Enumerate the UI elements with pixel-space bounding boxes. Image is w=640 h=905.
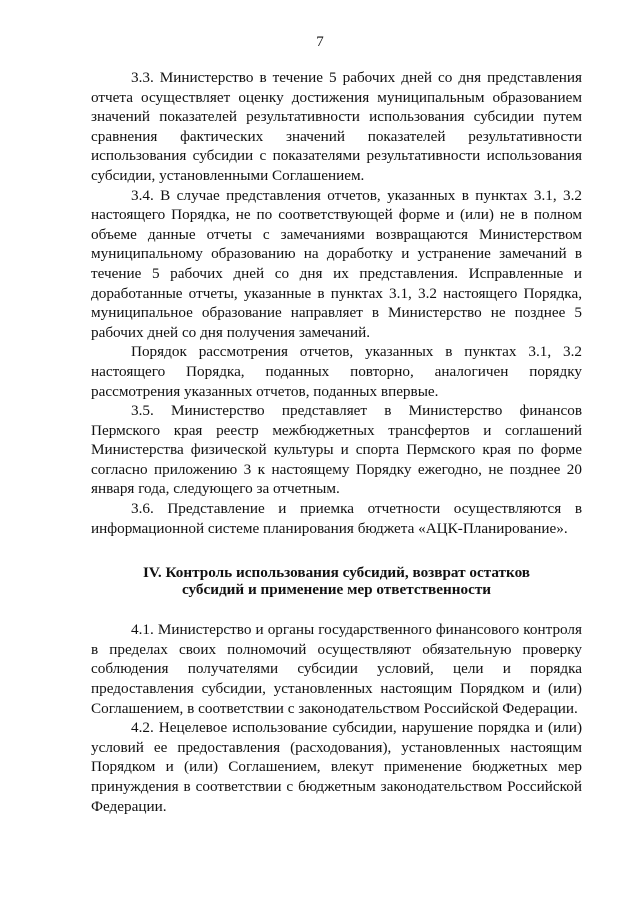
paragraph-4-2: 4.2. Нецелевое использование субсидии, нарушение порядка и (или) условий ее предоставления (расходования), установленных настоящим Порядком и (или) Соглашением, влекут применение бюджетных мер принуждения в соответствии с бюджетным законодательством Российской Федерации. — [91, 719, 582, 815]
paragraph-3-3: 3.3. Министерство в течение 5 рабочих дней со дня представления отчета осуществляет оценку достижения муниципальным образованием значений показателей результативности использования субсидии путем сравнения фактических значений показателей результативности использования субсидии с показателями результативности использования субсидии, установленными Соглашением. — [91, 69, 582, 184]
paragraph-3-4: 3.4. В случае представления отчетов, указанных в пунктах 3.1, 3.2 настоящего Порядка, не по соответствующей форме и (или) не в полном объеме данные отчеты с замечаниями возвращаются Министерством муниципальному образованию на доработку и устранение замечаний в течение 5 рабочих дней со дня их представления. Исправленные и доработанные отчеты, указанные в пунктах 3.1, 3.2 настоящего Порядка, муниципальное образование направляет в Министерство не позднее 5 рабочих дней со дня получения замечаний. — [91, 186, 582, 341]
paragraph-3-5: 3.5. Министерство представляет в Министерство финансов Пермского края реестр межбюджетных трансфертов и соглашений Министерства физической культуры и спорта Пермского края по форме согласно приложению 3 к настоящему Порядку ежегодно, не позднее 20 января года, следующего за отчетным. — [91, 402, 582, 498]
section-heading-line-1: IV. Контроль использования субсидий, возврат остатков — [143, 564, 530, 582]
document-body — [91, 68, 582, 816]
section-heading-line-2: субсидий и применение мер ответственности — [181, 581, 492, 599]
paragraph-4-1: 4.1. Министерство и органы государственного финансового контроля в пределах своих полномочий осуществляют обязательную проверку соблюдения получателями субсидии условий, цели и порядка предоставления субсидии, установленных настоящим Порядком и (или) Соглашением, в соответствии с законодательством Российской Федерации. — [91, 621, 582, 717]
page-number: 7 — [316, 34, 324, 50]
paragraph-review-procedure: Порядок рассмотрения отчетов, указанных в пунктах 3.1, 3.2 настоящего Порядка, поданных повторно, аналогичен порядку рассмотрения указанных отчетов, поданных впервые. — [91, 343, 582, 400]
section-heading — [91, 564, 582, 598]
paragraph-3-6: 3.6. Представление и приемка отчетности осуществляются в информационной системе планирования бюджета «АЦК-Планирование». — [91, 500, 582, 537]
